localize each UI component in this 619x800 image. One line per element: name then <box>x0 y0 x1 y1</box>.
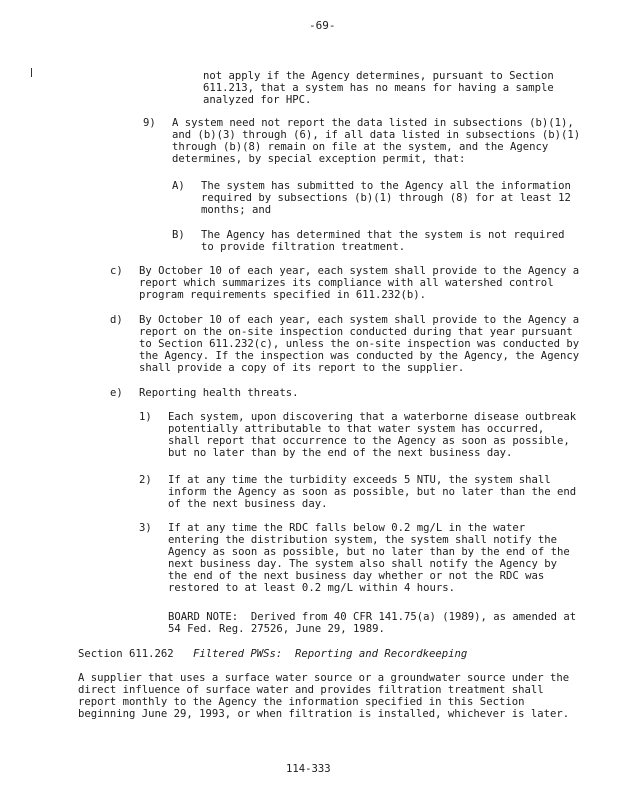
section-title: Filtered PWSs: Reporting and Recordkeeping <box>193 648 468 660</box>
item-e2-line: inform the Agency as soon as possible, but no later than the end <box>168 486 577 498</box>
item-9b-label: B) <box>172 229 185 241</box>
item-9-line: and (b)(3) through (6), if all data listed in subsections (b)(1) <box>172 129 581 141</box>
item-e3-line: the end of the next business day whether or not the RDC was <box>168 570 545 582</box>
item-e3-line: next business day. The system also shall notify the Agency by <box>168 558 558 570</box>
item-e3-line: restored to at least 0.2 mg/L within 4 hours. <box>168 582 456 594</box>
item-e2-label: 2) <box>139 474 152 486</box>
final-paragraph-line: A supplier that uses a surface water source or a groundwater source under the <box>78 672 570 684</box>
item-c-line: By October 10 of each year, each system shall provide to the Agency a <box>139 265 580 277</box>
item-e2-line: of the next business day. <box>168 498 328 510</box>
continuation-line: 611.213, that a system has no means for having a sample <box>203 82 554 94</box>
continuation-line: analyzed for HPC. <box>203 94 312 106</box>
item-d-line: By October 10 of each year, each system shall provide to the Agency a <box>139 314 580 326</box>
item-e3-label: 3) <box>139 522 152 534</box>
item-d-line: to Section 611.232(c), unless the on-site inspection was conducted by <box>139 338 580 350</box>
item-c-line: program requirements specified in 611.232(b). <box>139 289 427 301</box>
item-e1-line: but no later than by the end of the next business day. <box>168 447 513 459</box>
item-9a-label: A) <box>172 180 185 192</box>
board-note-line: BOARD NOTE: Derived from 40 CFR 141.75(a) (1989), as amended at <box>168 611 577 623</box>
item-d-line: report on the on-site inspection conducted during that year pursuant <box>139 326 573 338</box>
item-e3-line: entering the distribution system, the system shall notify the <box>168 534 558 546</box>
item-9-line: determines, by special exception permit, that: <box>172 153 466 165</box>
margin-mark <box>31 68 32 77</box>
board-note-line: 54 Fed. Reg. 27526, June 29, 1989. <box>168 623 385 635</box>
item-e1-line: shall report that occurrence to the Agency as soon as possible, <box>168 435 570 447</box>
item-c-line: report which summarizes its compliance with all watershed control <box>139 277 554 289</box>
final-paragraph-line: report monthly to the Agency the information specified in this Section <box>78 696 525 708</box>
final-paragraph-line: beginning June 29, 1993, or when filtration is installed, whichever is later. <box>78 708 570 720</box>
continuation-line: not apply if the Agency determines, pursuant to Section <box>203 70 554 82</box>
header-page-number: -69- <box>309 19 336 32</box>
item-9a-line: The system has submitted to the Agency all the information <box>201 180 571 192</box>
item-e-label: e) <box>110 387 123 399</box>
item-9-line: through (b)(8) remain on file at the system, and the Agency <box>172 141 549 153</box>
item-e1-line: Each system, upon discovering that a waterborne disease outbreak <box>168 411 577 423</box>
item-e1-line: potentially attributable to that water system has occurred, <box>168 423 545 435</box>
footer-page-number: 114-333 <box>286 763 331 775</box>
item-e3-line: If at any time the RDC falls below 0.2 mg/L in the water <box>168 522 526 534</box>
item-d-line: shall provide a copy of its report to the supplier. <box>139 362 465 374</box>
item-d-label: d) <box>110 314 123 326</box>
section-number: Section 611.262 <box>78 648 174 660</box>
final-paragraph-line: direct influence of surface water and provides filtration treatment shall <box>78 684 544 696</box>
item-e-heading: Reporting health threats. <box>139 387 299 399</box>
item-d-line: the Agency. If the inspection was conducted by the Agency, the Agency <box>139 350 580 362</box>
item-9-line: A system need not report the data listed in subsections (b)(1), <box>172 117 574 129</box>
item-e2-line: If at any time the turbidity exceeds 5 NTU, the system shall <box>168 474 551 486</box>
item-e1-label: 1) <box>139 411 152 423</box>
item-e3-line: Agency as soon as possible, but no later than by the end of the <box>168 546 570 558</box>
item-9b-line: to provide filtration treatment. <box>201 241 406 253</box>
item-9b-line: The Agency has determined that the system is not required <box>201 229 565 241</box>
item-9a-line: months; and <box>201 204 272 216</box>
item-9-label: 9) <box>143 117 156 129</box>
item-c-label: c) <box>110 265 123 277</box>
item-9a-line: required by subsections (b)(1) through (8) for at least 12 <box>201 192 571 204</box>
